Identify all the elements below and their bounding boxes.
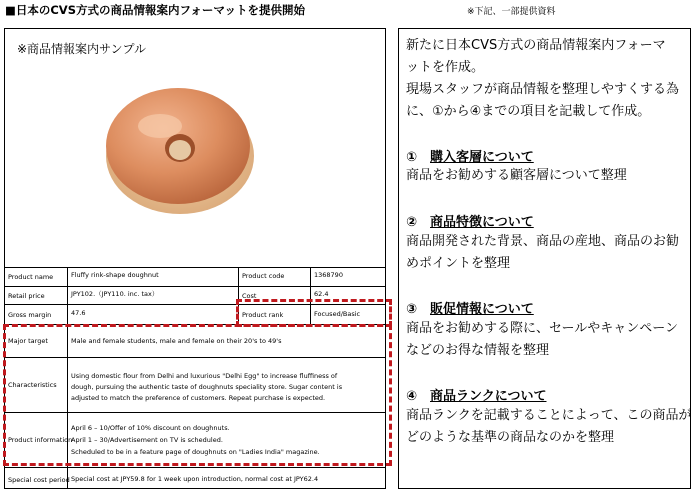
section-2-number: ② <box>406 215 418 230</box>
product-rank-label: Product rank <box>242 311 284 319</box>
product-rank-highlight <box>236 299 392 327</box>
section-3-number: ③ <box>406 302 418 317</box>
cost-value: 62.4 <box>314 290 329 298</box>
section-2-title: 商品特徴について <box>430 215 534 230</box>
cost-label: Cost <box>242 292 257 300</box>
product-name-label: Product name <box>8 273 54 281</box>
section-2-heading <box>406 211 534 230</box>
section-4-line-2: どのような基準の商品なのかを整理 <box>406 430 615 445</box>
gross-margin-label: Gross margin <box>8 311 52 319</box>
donut-image <box>100 80 256 220</box>
intro-line-1: 新たに日本CVS方式の商品情報案内フォーマ <box>406 38 666 53</box>
intro-line-4: に、①から④までの項目を記載して作成。 <box>406 104 651 119</box>
major-target-value: Male and female students, male and female on their 20's to 49's <box>71 337 282 345</box>
section-2-line-2: めポイントを整理 <box>406 256 511 271</box>
special-cost-value: Special cost at JPY59.8 for 1 week upon introduction, normal cost at JPY62.4 <box>71 475 319 483</box>
retail-price-label: Retail price <box>8 292 45 300</box>
section-1-number: ① <box>406 150 418 165</box>
product-rank-value: Focused/Basic <box>314 310 361 318</box>
characteristics-line-2: dough, pursuing the authentic taste of doughnuts speciality store. Sugar content is <box>71 383 343 391</box>
product-code-label: Product code <box>242 272 285 280</box>
sample-label: ※商品情報案内サンプル <box>17 42 146 56</box>
section-4-number: ④ <box>406 389 418 404</box>
product-name-value: Fluffy rink-shape doughnut <box>71 271 159 279</box>
characteristics-label: Characteristics <box>8 381 57 389</box>
product-code-value: 1368790 <box>314 271 343 279</box>
retail-price-value: JPY102.（JPY110. inc. tax） <box>71 290 159 298</box>
special-cost-label: Special cost period <box>8 476 70 484</box>
product-information-line-2: April 1 – 30/Advertisement on TV is scheduled. <box>71 436 223 444</box>
page-title: ■日本のCVS方式の商品情報案内フォーマットを提供開始 <box>5 3 305 17</box>
section-4-line-1: 商品ランクを記載することによって、この商品が <box>406 408 692 423</box>
section-4-title: 商品ランクについて <box>430 389 547 404</box>
section-2-line-1: 商品開発された背景、商品の産地、商品のお勧 <box>406 234 680 249</box>
section-1-heading <box>406 146 534 165</box>
section-3-title: 販促情報について <box>430 302 534 317</box>
section-1-line-1: 商品をお勧めする顧客層について整理 <box>406 168 627 183</box>
intro-line-3: 現場スタッフが商品情報を整理しやすくする為 <box>406 82 680 97</box>
gross-margin-value: 47.6 <box>71 309 86 317</box>
intro-line-2: ットを作成。 <box>406 60 485 75</box>
product-information-line-3: Scheduled to be in a feature page of doughnuts on "Ladies India" magazine. <box>71 448 320 456</box>
characteristics-line-1: Using domestic flour from Delhi and luxurious "Delhi Egg" to increase fluffiness of <box>71 372 338 380</box>
major-target-label: Major target <box>8 337 48 345</box>
details-highlight <box>3 324 392 466</box>
section-1-title: 購入客層について <box>430 150 534 165</box>
characteristics-line-3: adjusted to match the preference of customers. Repeat purchase is expected. <box>71 394 326 402</box>
section-3-heading <box>406 298 534 317</box>
section-4-heading <box>406 385 546 404</box>
product-information-line-1: April 6 – 10/Offer of 10% discount on doughnuts. <box>71 424 230 432</box>
section-3-line-1: 商品をお勧めする際に、セールやキャンペーン <box>406 321 678 336</box>
section-3-line-2: などのお得な情報を整理 <box>406 343 550 358</box>
source-note: ※下記、一部提供資料 <box>467 7 556 17</box>
product-information-label: Product information <box>8 436 73 444</box>
